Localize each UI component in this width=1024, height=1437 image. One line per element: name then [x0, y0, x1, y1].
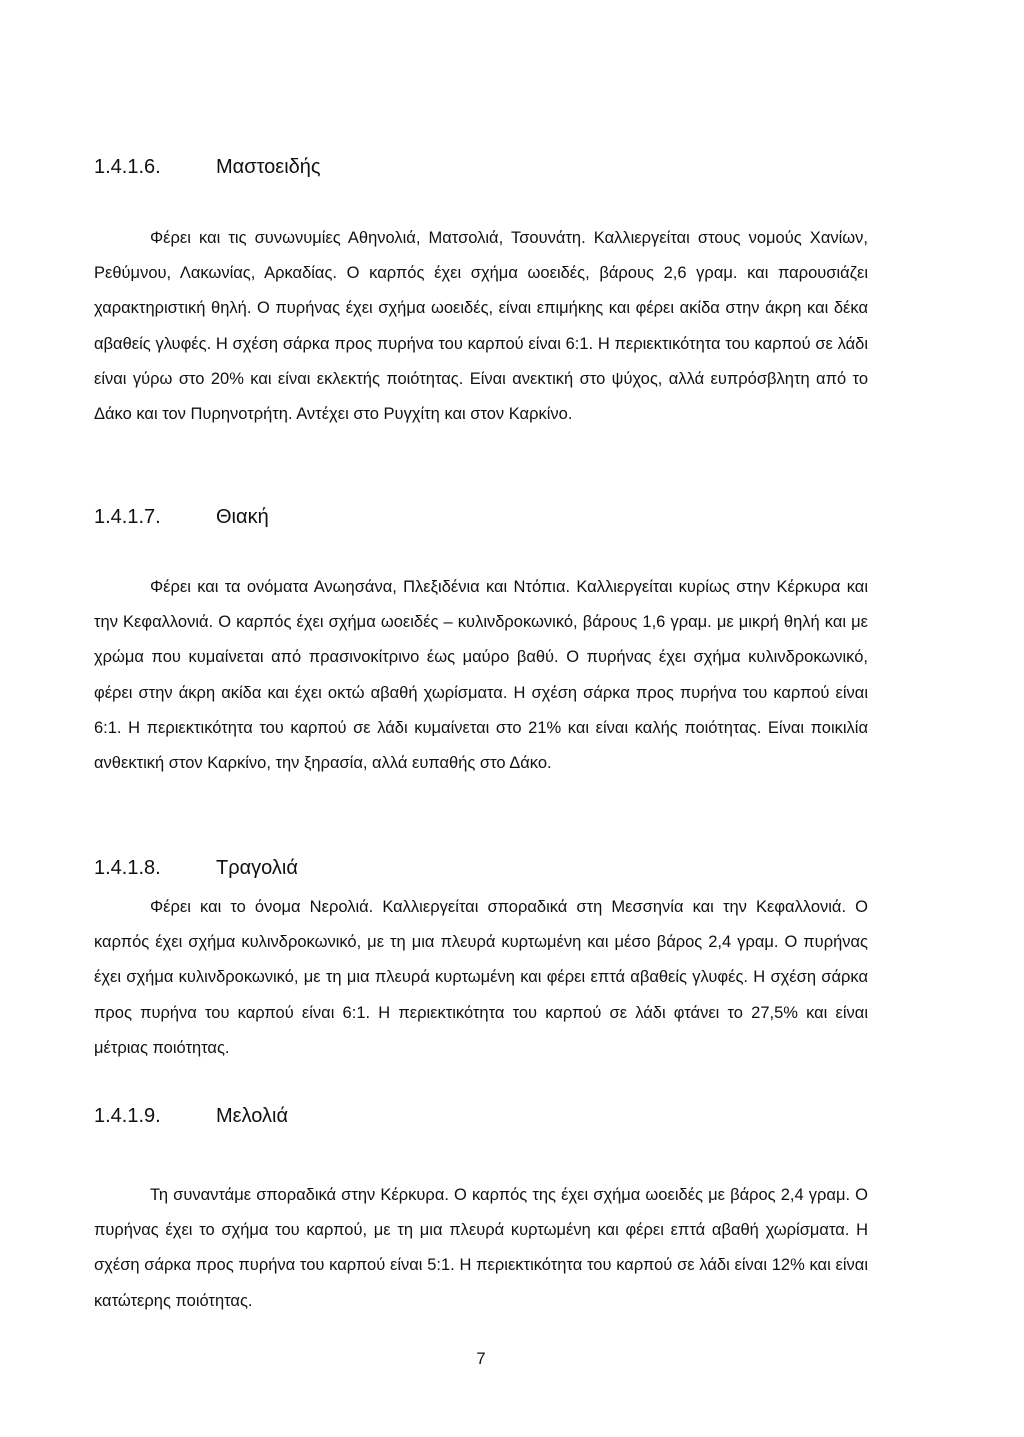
section-paragraph-1-4-1-6: Φέρει και τις συνωνυμίες Αθηνολιά, Ματσολιά, Τσουνάτη. Καλλιεργείται στους νομούς Χανίων, Ρεθύμνου, Λακωνίας, Αρκαδίας. Ο καρπός έχει σχήμα ωοειδές, βάρους 2,6 γραμ. και παρουσιάζει χαρακτηριστική θηλή. Ο πυρήνας έχει σχήμα ωοειδές, είναι επιμήκης και φέρει ακίδα στην άκρη και δέκα αβαθείς γλυφές. Η σχέση σάρκα προς πυρήνα του καρπού είναι 6:1. Η περιεκτικότητα του καρπού σε λάδι είναι γύρω στο 20% και είναι εκλεκτής ποιότητας. Είναι ανεκτική στο ψύχος, αλλά ευπρόσβλητη από το Δάκο και τον Πυρηνοτρήτη. Αντέχει στο Ρυγχίτη και στον Καρκίνο.: [94, 229, 868, 424]
section-heading-1-4-1-9: [94, 1104, 868, 1128]
section-paragraph-1-4-1-8: Φέρει και το όνομα Νερολιά. Καλλιεργείται σποραδικά στη Μεσσηνία και την Κεφαλλονιά. Ο καρπός έχει σχήμα κυλινδροκωνικό, με τη μια πλευρά κυρτωμένη και μέσο βάρος 2,4 γραμ. Ο πυρήνας έχει σχήμα κυλινδροκωνικό, με τη μια πλευρά κυρτωμένη και φέρει επτά αβαθείς γλυφές. Η σχέση σάρκα προς πυρήνα του καρπού είναι 6:1. Η περιεκτικότητα του καρπού σε λάδι φτάνει το 27,5% και είναι μέτριας ποιότητας.: [94, 898, 868, 1057]
section-heading-1-4-1-7: [94, 505, 868, 529]
section-title: Μελολιά: [216, 1105, 289, 1127]
section-heading-1-4-1-6: [94, 155, 868, 179]
section-paragraph-1-4-1-9: Τη συναντάμε σποραδικά στην Κέρκυρα. Ο καρπός της έχει σχήμα ωοειδές με βάρος 2,4 γραμ. Ο πυρήνας έχει το σχήμα του καρπού, με τη μια πλευρά κυρτωμένη και φέρει επτά αβαθή χωρίσματα. Η σχέση σάρκα προς πυρήνα του καρπού είναι 5:1. Η περιεκτικότητα του καρπού σε λάδι είναι 12% και είναι κατώτερης ποιότητας.: [94, 1186, 868, 1310]
section-title: Θιακή: [216, 506, 269, 528]
section-title: Μαστοειδής: [216, 156, 321, 178]
section-number: 1.4.1.8.: [94, 857, 161, 879]
section-title: Τραγολιά: [216, 857, 298, 879]
section-number: 1.4.1.7.: [94, 506, 161, 528]
section-number: 1.4.1.6.: [94, 156, 161, 178]
section-heading-1-4-1-8: [94, 856, 868, 880]
section-paragraph-1-4-1-7: Φέρει και τα ονόματα Ανωησάνα, Πλεξιδένια και Ντόπια. Καλλιεργείται κυρίως στην Κέρκυρα και την Κεφαλλονιά. Ο καρπός έχει σχήμα ωοειδές – κυλινδροκωνικό, βάρους 1,6 γραμ. με μικρή θηλή και με χρώμα που κυμαίνεται από πρασινοκίτρινο έως μαύρο βαθύ. Ο πυρήνας έχει σχήμα κυλινδροκωνικό, φέρει στην άκρη ακίδα και έχει οκτώ αβαθή χωρίσματα. Η σχέση σάρκα προς πυρήνα του καρπού είναι 6:1. Η περιεκτικότητα του καρπού σε λάδι κυμαίνεται στο 21% και είναι καλής ποιότητας. Είναι ποικιλία ανθεκτική στον Καρκίνο, την ξηρασία, αλλά ευπαθής στο Δάκο.: [94, 578, 868, 773]
page-number: 7: [476, 1350, 486, 1368]
section-number: 1.4.1.9.: [94, 1105, 161, 1127]
document-page: [94, 0, 868, 1437]
